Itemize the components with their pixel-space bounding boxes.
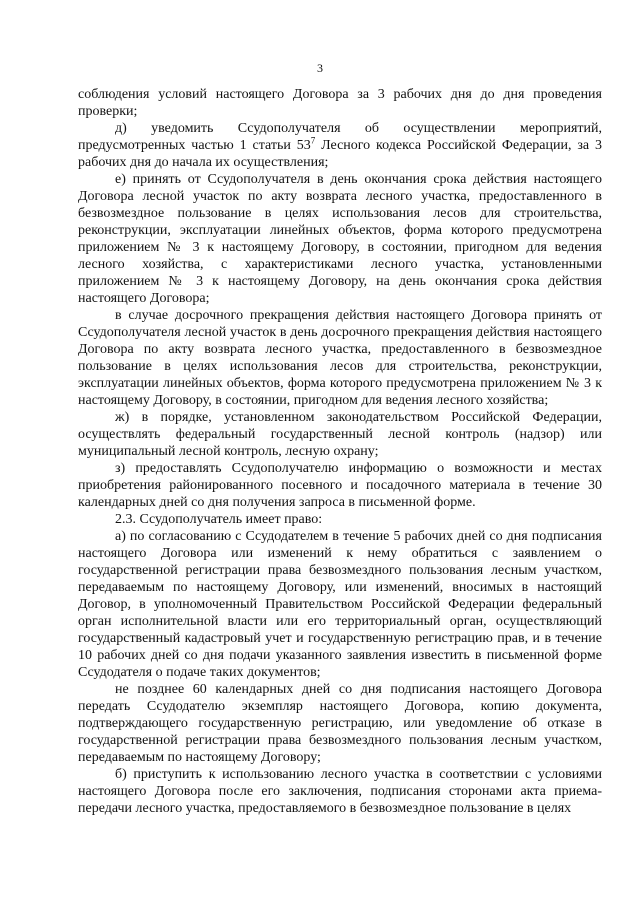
paragraph-60-days: не позднее 60 календарных дней со дня подписания настоящего Договора передать Ссудодателю экземпляр настоящего Договора, копию документа, подтверждающего государственную регистрацию, или уведомление об отказе в государственной регистрации права безвозмездного пользования лесным участком, передаваемым по настоящему Договору; (78, 682, 602, 765)
paragraph-d-text-2: Лесного кодекса Российской Федерации, за 3 рабочих дня до начала их осуществления; (78, 138, 602, 170)
paragraph-e: е) принять от Ссудополучателя в день окончания срока действия настоящего Договора лесной участок по акту возврата лесного участка, предоставленного в безвозмездное пользование в целях использования лесов для строительства, реконструкции, эксплуатации линейных объектов, форма которого предусмотрена приложением № 3 к настоящему Договору, в состоянии, пригодном для ведения лесного хозяйства, с характеристиками лесного участка, установленными приложением № 3 к настоящему Договору, на день окончания срока действия настоящего Договора; (78, 172, 602, 306)
paragraph-early-termination: в случае досрочного прекращения действия настоящего Договора принять от Ссудополучателя лесной участок в день досрочного прекращения действия настоящего Договора по акту возврата лесного участка, предоставленного в безвозмездное пользование в целях использования лесов для строительства, реконструкции, эксплуатации линейных объектов, форма которого предусмотрена приложением № 3 к настоящему Договору, в состоянии, пригодном для ведения лесного хозяйства; (78, 308, 602, 408)
page-number: 3 (317, 61, 323, 75)
paragraph-z: з) предоставлять Ссудополучателю информацию о возможности и местах приобретения районированного посевного и посадочного материала в течение 30 календарных дней со дня получения запроса в письменной форме. (78, 461, 602, 510)
paragraph-d (78, 120, 602, 171)
document-body (78, 86, 602, 817)
paragraph-zh: ж) в порядке, установленном законодательством Российской Федерации, осуществлять федеральный государственный лесной контроль (надзор) или муниципальный лесной контроль, лесную охрану; (78, 410, 602, 459)
paragraph-proverka: соблюдения условий настоящего Договора за 3 рабочих дня до дня проведения проверки; (78, 87, 602, 119)
paragraph-b: б) приступить к использованию лесного участка в соответствии с условиями настоящего Договора после его заключения, подписания сторонами акта приема-передачи лесного участка, предоставляемого в безвозмездное пользование в целях (78, 767, 602, 816)
superscript-7: 7 (310, 135, 316, 146)
paragraph-d-text-1: д) уведомить Ссудополучателя об осуществлении мероприятий, предусмотренных частью 1 статьи 53 (78, 121, 602, 153)
paragraph-a: а) по согласованию с Ссудодателем в течение 5 рабочих дней со дня подписания настоящего Договора или изменений к нему обратиться с заявлением о государственной регистрации права безвозмездного пользования лесным участком, передаваемым по настоящему Договору, или изменений, вносимых в настоящий Договор, в уполномоченный Правительством Российской Федерации федеральный орган исполнительной власти или его территориальный орган, осуществляющий государственный кадастровый учет и государственную регистрацию прав, и в течение 10 рабочих дней со дня подачи указанного заявления известить в письменной форме Ссудодателя о подаче таких документов; (78, 529, 602, 680)
section-heading-2-3: 2.3. Ссудополучатель имеет право: (115, 512, 323, 527)
